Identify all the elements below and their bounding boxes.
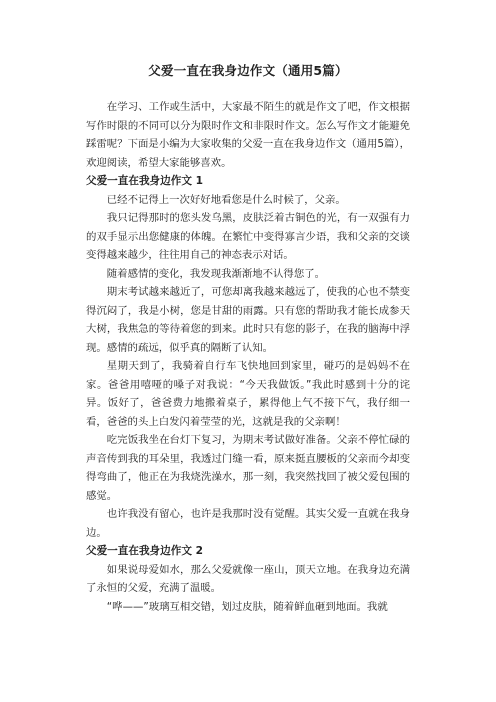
- paragraph: 星期天到了，我骑着自行车飞快地回到家里，碰巧的是妈妈不在家。爸爸用嘻哑的嗓子对我说：“今天我做饭。”我此时感到十分的诧异。饭好了，爸爸费力地搬着桌子，累得他上气不接下气，我仔细一看，爸爸的头上白发闪着莹莹的光，这就是我的父亲啊！: [86, 360, 410, 428]
- intro-paragraph: 在学习、工作或生活中，大家最不陌生的就是作文了吧，作文根据写作时限的不同可以分为限时作文和非限时作文。怎么写作文才能避免踩雷呢？下面是小编为大家收集的父爱一直在我身边作文（通用5篇），欢迎阅读，希望大家能够喜欢。: [86, 101, 410, 169]
- section-heading: 父爱一直在我身边作文 2: [86, 545, 203, 557]
- document-title: 父爱一直在我身边作文（通用5篇）: [148, 63, 348, 78]
- section-heading: 父爱一直在我身边作文 1: [86, 175, 203, 187]
- paragraph: 我只记得那时的您头发乌黑，皮肤泛着古铜色的光，有一双强有力的双手显示出您健康的体魄。在繁忙中变得寡言少语，我和父亲的交谈变得越来越少，往往用自己的神态表示对话。: [86, 212, 410, 261]
- paragraph: 期末考试越来越近了，可您却离我越来越远了，使我的心也不禁变得沉闷了，我是小树，您是甘甜的雨露。只有您的帮助我才能长成参天大树，我焦急的等待着您的到来。此时只有您的影子，在我的脑海中浮现。感情的疏远，似乎真的隔断了认知。: [86, 286, 410, 354]
- paragraph: 已经不记得上一次好好地看您是什么时候了，父亲。: [106, 193, 346, 206]
- paragraph: 也许我没有留心，也许是我那时没有觉醒。其实父爱一直就在我身边。: [86, 508, 410, 539]
- paragraph: 随着感情的变化，我发现我渐渐地不认得您了。: [106, 267, 325, 280]
- paragraph: “哗——”玻璃互相交错，划过皮肤，随着鲜血砸到地面。我就: [106, 600, 388, 613]
- essay-section-2: [86, 542, 410, 616]
- paragraph: 吃完饭我坐在台灯下复习，为期末考试做好准备。父亲不停忙碌的声音传到我的耳朵里，我透过门缝一看，原来挺直腰板的父亲而今却变得弯曲了，他正在为我烧洗澡水，那一刻，我突然找回了被父爱包围的感觉。: [86, 434, 410, 502]
- essay-section-1: [86, 172, 410, 542]
- paragraph: 如果说母爱如水，那么父爱就像一座山，顶天立地。在我身边充满了永恒的父爱，充满了温暖。: [86, 563, 410, 594]
